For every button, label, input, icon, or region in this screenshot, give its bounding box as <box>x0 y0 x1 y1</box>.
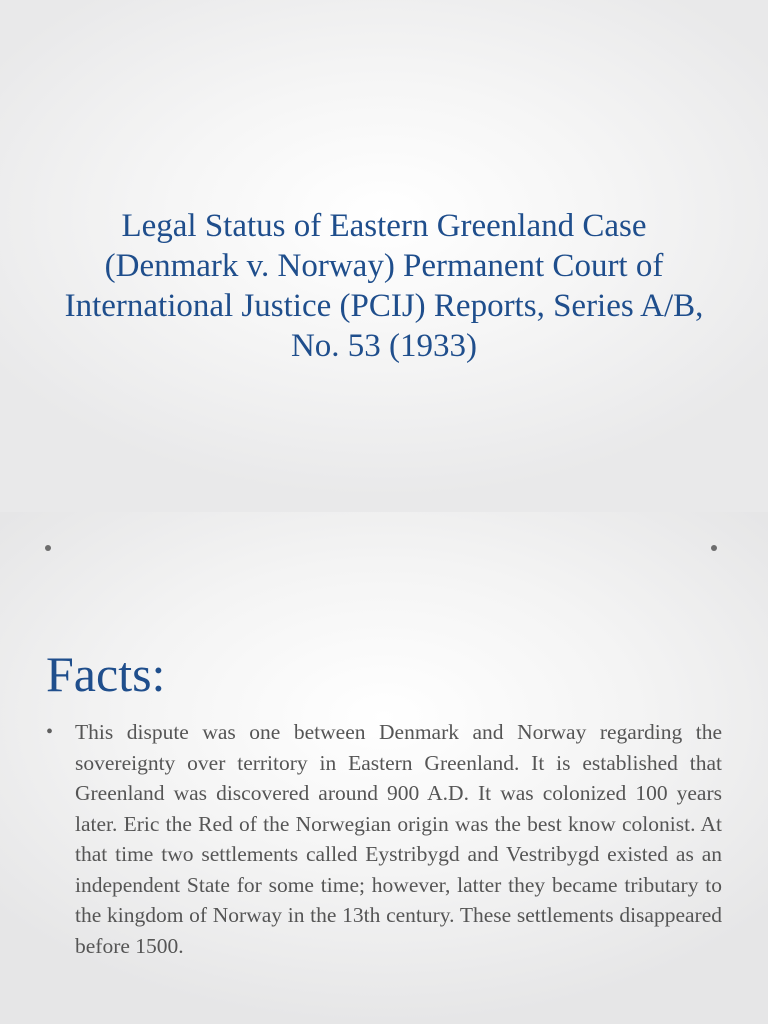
corner-dot-right <box>711 545 717 551</box>
slide-title-text: Legal Status of Eastern Greenland Case (Denmark v. Norway) Permanent Court of International Justice (PCIJ) Reports, Series A/B, No. 53 (1933) <box>64 208 704 364</box>
slide-facts <box>0 512 768 1024</box>
facts-bullet-list <box>46 717 722 961</box>
list-item <box>46 717 722 961</box>
corner-dot-left <box>45 545 51 551</box>
bullet-text: This dispute was one between Denmark and Norway regarding the sovereignty over territory in Eastern Greenland. It is established that Greenland was discovered around 900 A.D. It was colonized 100 years later. Eric the Red of the Norwegian origin was the best know colonist. At that time two settlements called Eystribygd and Vestribygd existed as an independent State for some time; however, latter they became tributary to the kingdom of Norway in the 13th century. These settlements disappeared before 1500. <box>75 720 722 958</box>
facts-heading: Facts: <box>46 646 166 702</box>
bullet-icon: • <box>46 721 54 743</box>
